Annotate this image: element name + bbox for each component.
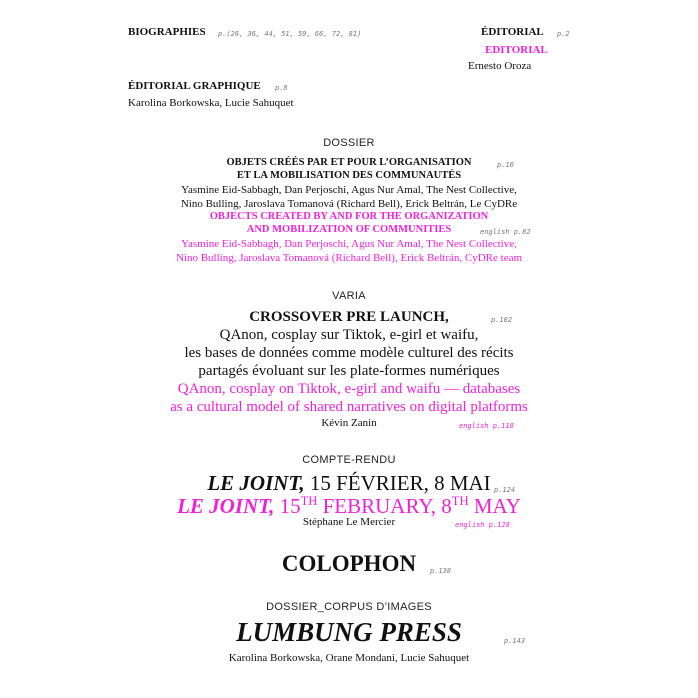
varia-subtitle-fr-line3: partagés évoluant sur les plate-formes numériques <box>198 363 500 379</box>
dossier-page-en: english p.82 <box>480 228 531 236</box>
colophon-title: COLOPHON <box>281 551 417 576</box>
editorial-title-fr: ÉDITORIAL <box>481 26 544 38</box>
compte-rendu-title-fr-rest: 15 FÉVRIER, 8 MAI <box>309 471 491 495</box>
dossier-authors-fr-line2: Nino Bulling, Jaroslava Tomanová (Richard Bell), Erick Beltrán, Le CyDRe <box>180 198 518 210</box>
compte-rendu-title-fr <box>0 471 698 496</box>
editorial-title-en: EDITORIAL <box>485 44 548 56</box>
colophon-page: p.138 <box>430 567 452 575</box>
varia-page: p.102 <box>491 316 513 324</box>
dossier-authors-en-line1: Yasmine Eid-Sabbagh, Dan Perjoschi, Agus Nur Amal, The Nest Collective, <box>181 238 517 250</box>
dossier-title-fr-line1: OBJETS CRÉÉS PAR ET POUR L’ORGANISATION <box>226 157 472 168</box>
dossier-authors-en-line2: Nino Bulling, Jaroslava Tomanová (Richard Bell), Erick Beltrán, CyDRe team <box>175 252 523 264</box>
compte-rendu-page-en: english p.128 <box>455 521 510 529</box>
corpus-section-label: DOSSIER_CORPUS D’IMAGES <box>266 601 432 613</box>
compte-rendu-title-en-mid: FEBRUARY, 8 <box>322 494 452 518</box>
dossier-title-en-line2: AND MOBILIZATION OF COMMUNITIES <box>246 224 452 235</box>
varia-subtitle-fr-line1: QAnon, cosplay sur Tiktok, e-girl et waifu, <box>219 327 479 343</box>
dossier-title-en-line1: OBJECTS CREATED BY AND FOR THE ORGANIZATION <box>209 211 489 222</box>
compte-rendu-title-en-sup2: TH <box>451 494 469 508</box>
varia-author: Kévin Zanin <box>321 417 377 429</box>
dossier-authors-fr-line1: Yasmine Eid-Sabbagh, Dan Perjoschi, Agus Nur Amal, The Nest Collective, <box>181 184 517 196</box>
biographies-pages: p.(26, 36, 44, 51, 59, 66, 72, 81) <box>218 30 362 38</box>
graphic-editorial-page: p.8 <box>275 84 288 92</box>
varia-page-en: english p.118 <box>459 422 514 430</box>
graphic-editorial-title: ÉDITORIAL GRAPHIQUE <box>128 80 261 92</box>
compte-rendu-title-fr-italic: LE JOINT, <box>207 471 305 495</box>
compte-rendu-title-en-sup1: TH <box>300 494 318 508</box>
varia-subtitle-en-line2: as a cultural model of shared narratives on digital platforms <box>170 399 528 415</box>
graphic-editorial-authors: Karolina Borkowska, Lucie Sahuquet <box>128 97 294 109</box>
compte-rendu-page-fr: p.124 <box>494 486 516 494</box>
varia-subtitle-en-line1: QAnon, cosplay on Tiktok, e-girl and waifu — databases <box>177 381 521 397</box>
compte-rendu-author: Stéphane Le Mercier <box>302 516 396 528</box>
varia-subtitle-fr-line2: les bases de données comme modèle culturel des récits <box>184 345 514 361</box>
compte-rendu-title-en-end: MAY <box>473 494 521 518</box>
varia-section-label: VARIA <box>332 290 366 302</box>
dossier-section-label: DOSSIER <box>323 137 375 149</box>
corpus-title: LUMBUNG PRESS <box>236 617 462 647</box>
dossier-page-fr: p.16 <box>497 161 514 169</box>
biographies-title: BIOGRAPHIES <box>128 26 206 38</box>
editorial-page: p.2 <box>557 30 570 38</box>
compte-rendu-title-en-italic: LE JOINT, <box>177 494 275 518</box>
varia-title: CROSSOVER PRE LAUNCH, <box>249 309 449 325</box>
dossier-title-fr-line2: ET LA MOBILISATION DES COMMUNAUTÉS <box>236 170 462 181</box>
compte-rendu-title-en-day: 15 <box>279 494 301 518</box>
corpus-authors: Karolina Borkowska, Orane Mondani, Lucie Sahuquet <box>228 652 470 664</box>
corpus-page: p.143 <box>504 637 526 645</box>
compte-rendu-section-label: COMPTE-RENDU <box>302 454 396 466</box>
editorial-author: Ernesto Oroza <box>468 60 532 72</box>
